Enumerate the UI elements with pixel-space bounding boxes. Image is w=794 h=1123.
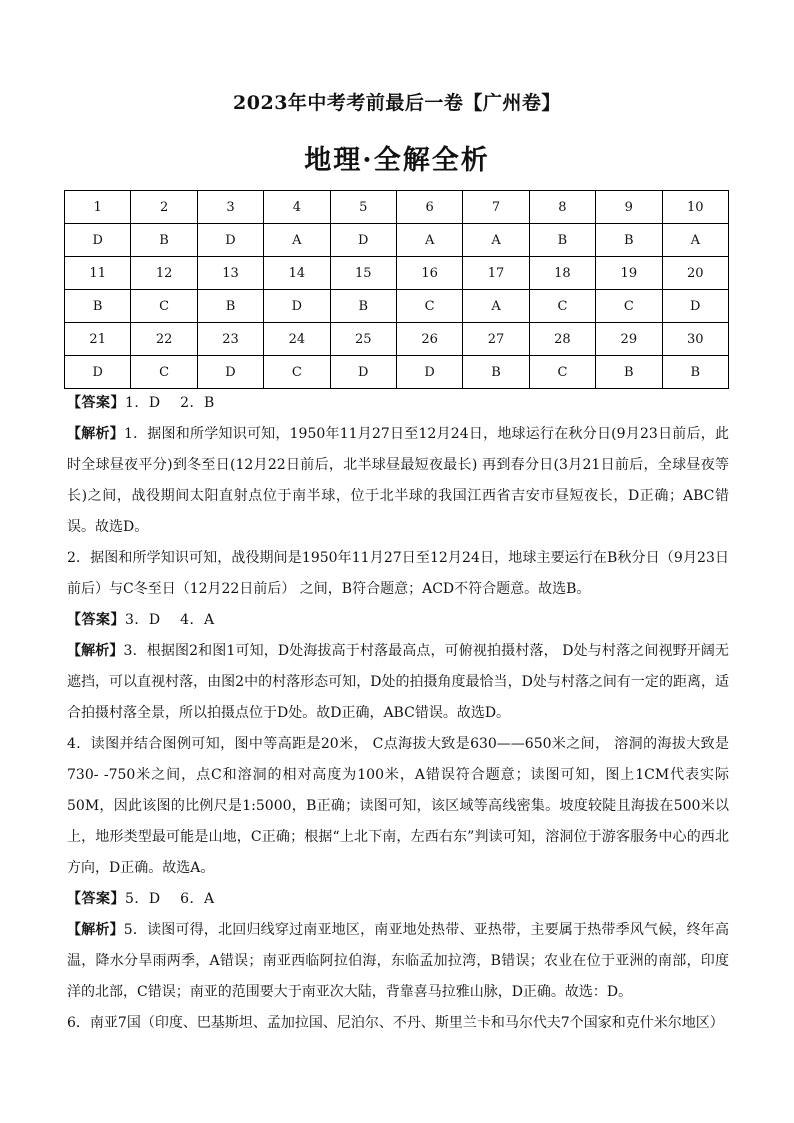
answer-cell: A [662,224,728,257]
answer-cell: D [330,224,396,257]
answer-row [65,224,729,257]
analysis-paragraph: 4．读图并结合图例可知，图中等高距是20米， C点海拔大致是630——650米之间， 溶洞的海拔大致是730- -750米之间，点C和溶洞的相对高度为100米，A错误符合题意；读图可知，图上1CM代表实际50M，因此该图的比例尺是1:5000，B正确；读图可知，该区域等高线密集。坡度较陡且海拔在500米以上，地形类型最可能是山地，C正确；根据“上北下南，左西右东”判读可知，溶洞位于游客服务中心的西北方向，D正确。故选A。 [67,736,729,876]
analysis-tag: 【解析】 [67,643,124,659]
question-number-cell: 5 [330,191,396,224]
question-number-cell: 13 [197,257,263,290]
analysis-text: 5．读图可得，北回归线穿过南亚地区，南亚地处热带、亚热带，主要属于热带季风气候，终年高温，降水分旱雨两季，A错误；南亚西临阿拉伯海，东临孟加拉湾，B错误；农业在位于亚洲的南部，印度洋的北部，C错误；南亚的范围要大于南亚次大陆，背靠喜马拉雅山脉，D正确。故选：D。 [67,922,730,1000]
question-number-cell: 1 [65,191,131,224]
answer-cell: A [463,290,529,323]
answer-cell: A [463,224,529,257]
question-number-cell: 29 [596,323,662,356]
question-number-cell: 30 [662,323,728,356]
analysis-paragraph [67,915,729,1008]
question-number-cell: 18 [529,257,595,290]
exam-title: 2023年中考考前最后一卷【广州卷】 [233,92,561,114]
question-number-cell: 21 [65,323,131,356]
subject-title: 地理·全解全析 [304,145,490,176]
question-number-cell: 3 [197,191,263,224]
answer-cell: B [662,356,728,389]
question-number-cell: 17 [463,257,529,290]
answer-cell: D [330,356,396,389]
answer-cell: D [396,356,462,389]
answer-row [65,290,729,323]
answer-cell: B [463,356,529,389]
answer-line [67,388,729,419]
question-number-cell: 27 [463,323,529,356]
question-number-cell: 23 [197,323,263,356]
question-number-cell: 26 [396,323,462,356]
answer-table [64,190,729,389]
question-number-cell: 15 [330,257,396,290]
answer-cell: A [396,224,462,257]
answer-cell: C [529,356,595,389]
answer-cell: B [65,290,131,323]
question-number-cell: 4 [264,191,330,224]
question-number-cell: 10 [662,191,728,224]
answer-cell: A [264,224,330,257]
analysis-paragraph [67,636,729,729]
answer-cell: C [131,290,197,323]
question-number-row [65,323,729,356]
analysis-paragraph: 2．据图和所学知识可知，战役期间是1950年11月27日至12月24日，地球主要运行在B秋分日（9月23日前后）与C冬至日（12月22日前后） 之间，B符合题意；ACD不符合题意。故选B。 [67,550,729,597]
answer-cell: D [197,224,263,257]
answer-cell: C [131,356,197,389]
answer-cell: C [596,290,662,323]
analysis-tag: 【解析】 [67,922,124,938]
question-number-cell: 19 [596,257,662,290]
answer-cell: D [662,290,728,323]
analysis-text: 3．根据图2和图1可知，D处海拔高于村落最高点，可俯视拍摄村落， D处与村落之间视野开阔无遮挡，可以直视村落，由图2中的村落形态可知，D处的拍摄角度最恰当，D处与村落之间有一定的距离，适合拍摄村落全景，所以拍摄点位于D处。故D正确，ABC错误。故选D。 [67,643,729,721]
answer-text: 1．D 2．B [125,395,215,411]
answer-cell: B [131,224,197,257]
question-number-cell: 22 [131,323,197,356]
answer-cell: B [330,290,396,323]
question-number-cell: 12 [131,257,197,290]
answer-row [65,356,729,389]
question-number-cell: 8 [529,191,595,224]
analysis-tag: 【解析】 [67,426,124,442]
question-number-cell: 20 [662,257,728,290]
answer-line [67,884,729,915]
question-number-row [65,191,729,224]
explanation-body [67,388,729,1039]
answer-cell: C [396,290,462,323]
analysis-paragraph [67,419,729,543]
answer-cell: B [596,356,662,389]
answer-cell: D [65,356,131,389]
question-number-cell: 7 [463,191,529,224]
answer-text: 5．D 6．A [125,891,215,907]
answer-cell: C [264,356,330,389]
answer-line [67,605,729,636]
answer-cell: B [197,290,263,323]
answer-cell: D [264,290,330,323]
analysis-paragraph: 6．南亚7国（印度、巴基斯坦、孟加拉国、尼泊尔、不丹、斯里兰卡和马尔代夫7个国家和克什米尔地区） [67,1015,724,1031]
answer-tag: 【答案】 [67,891,125,907]
question-number-cell: 9 [596,191,662,224]
question-number-cell: 16 [396,257,462,290]
question-number-cell: 28 [529,323,595,356]
question-number-cell: 6 [396,191,462,224]
answer-cell: D [65,224,131,257]
question-number-cell: 24 [264,323,330,356]
question-number-row [65,257,729,290]
answer-tag: 【答案】 [67,612,125,628]
question-number-cell: 11 [65,257,131,290]
answer-text: 3．D 4．A [125,612,215,628]
answer-cell: B [596,224,662,257]
answer-cell: D [197,356,263,389]
question-number-cell: 2 [131,191,197,224]
question-number-cell: 14 [264,257,330,290]
answer-cell: C [529,290,595,323]
analysis-text: 1．据图和所学知识可知，1950年11月27日至12月24日，地球运行在秋分日(9月23日前后，此时全球昼夜平分)到冬至日(12月22日前后，北半球昼最短夜最长) 再到春分日(3月21日前后，全球昼夜等长)之间，战役期间太阳直射点位于南半球，位于北半球的我国江西省吉安市昼短夜长，D正确；ABC错误。故选D。 [67,426,729,535]
question-number-cell: 25 [330,323,396,356]
answer-tag: 【答案】 [67,395,125,411]
answer-cell: B [529,224,595,257]
